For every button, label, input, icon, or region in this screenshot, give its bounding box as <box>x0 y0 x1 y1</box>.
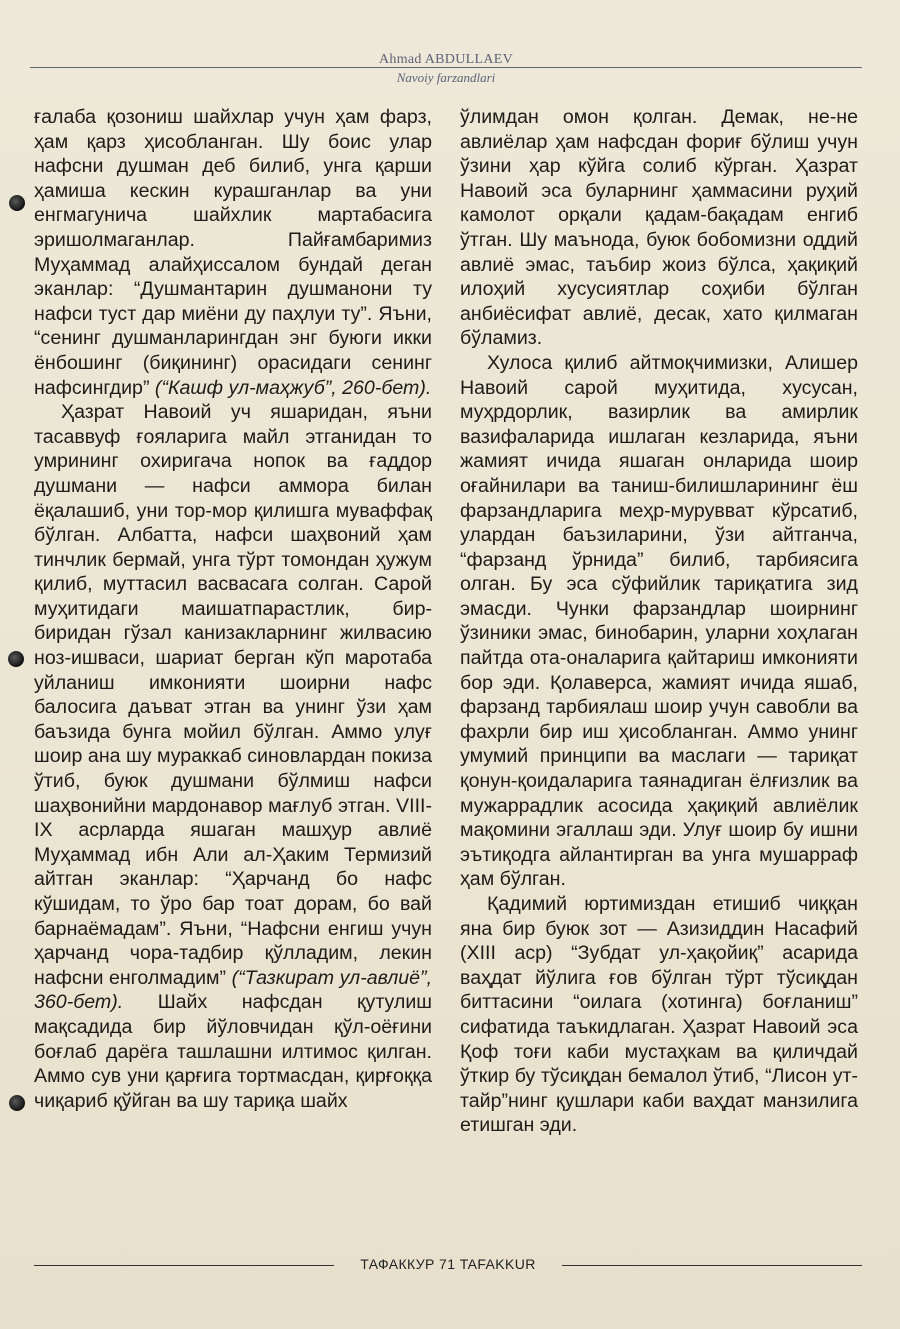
paragraph <box>34 105 432 400</box>
paragraph-text: Шайх нафсдан қутулиш мақсадида бир йўловчидан қўл-оёғини боғлаб дарёга ташлашни илтимос қилган. Аммо сув уни қарғига тортмасдан, қирғоққа чиқариб қўйган ва шу тариқа шайх <box>34 991 433 1112</box>
author-name: Ahmad ABDULLAEV <box>379 52 513 67</box>
paragraph-text: Ҳазрат Навоий уч яшаридан, яъни тасаввуф ғояларига майл этганидан то умрининг охиригача нопок ва ғаддор душмани — нафси аммора билан ёқалашиб, уни тор-мор қилишга муваффақ бўлган. Албатта, нафси шаҳвоний ҳам тинчлик бермай, унга тўрт томондан ҳужум қилиб, муттасил васвасага солган. Сарой муҳитидаги маишатпарастлик, бир-биридан гўзал канизакларнинг жилвасию ноз-ишваси, шариат берган кўп маротаба уйланиш имконияти шоирни нафс балосига даъват этган ва унинг ўзи ҳам баъзида бунга мойил бўлган. Аммо улуғ шоир ана шу мураккаб синовлардан покиза ўтиб, буюк душмани бўлмиш нафси шаҳвонийни мардонавор мағлуб этган. VIII-IX асрларда яшаган машҳур авлиё Муҳаммад ибн Али ал-Ҳаким Термизий айтган эканлар: “Ҳарчанд бо нафс кўшидам, то ўро бар тоат дорам, бо вай барнаёмадам”. Яъни, “Нафсни енгиш учун ҳарчанд чора-тадбир қўлладим, лекин нафсни енголмадим” <box>34 401 432 989</box>
page-header <box>30 48 862 92</box>
paragraph: Хулоса қилиб айтмоқчимизки, Алишер Навоий сарой муҳитида, хусусан, муҳрдорлик, вазирлик ва амирлик вазифаларида ишлаган кезларида, яъни жамият ичида яшаган онларида шоир оғайнилари ва таниш-билишларининг ёш фарзандларига меҳр-мурувват кўрсатиб, улардан баъзиларини, ўзи айтганча, “фарзанд ўрнида” билиб, тарбиясига олган. Бу эса сўфийлик тариқатига зид эмасди. Чунки фарзандлар шоирнинг ўзиники эмас, бинобарин, уларни хоҳлаган пайтда ота-оналарига қайтариш имконияти бор эди. Қолаверса, жамият ичида яшаб, фарзанд тарбиялаш шоир учун савобли ва фахрли бир иш ҳисобланган. Аммо унинг умумий принципи ва маслаги — тариқат қонун-қоидаларига таянадиган ёлғизлик ва мужаррадлик асосида ҳақиқий авлиёлик мақомини эгаллаш эди. Улуғ шоир бу ишни эътиқодга айлантирган ва унга мушарраф ҳам бўлган. <box>460 351 858 891</box>
footer-rule-right <box>562 1265 862 1266</box>
binding-hole <box>9 1095 25 1111</box>
right-column <box>460 105 858 1138</box>
paragraph: ўлимдан омон қолган. Демак, не-не авлиёлар ҳам нафсдан фориғ бўлиш учун ўзини ҳар кўйга солиб кўрган. Ҳазрат Навоий эса буларнинг ҳаммасини руҳий камолот орқали қадам-бақадам енгиб ўтган. Шу маънода, буюк бобомизни оддий авлиё эмас, таъбир жоиз бўлса, ҳақиқий илоҳий хусусиятлар соҳиби бўлган анбиёсифат авлиё, десак, хато қилмаган бўламиз. <box>460 106 858 350</box>
paragraph-text: ғалаба қозониш шайхлар учун ҳам фарз, ҳам қарз ҳисобланган. Шу боис улар нафсни душман деб билиб, унга қарши ҳамиша кескин курашганлар ва уни енгмагунича шайхлик мартабасига эришолмаганлар. Пайғамбаримиз Муҳаммад алайҳиссалом бундай деган эканлар: “Душмантарин душманони ту нафси туст дар миёни ду паҳлуи ту”. Яъни, “сенинг душманларингдан энг буюги икки ёнбошинг (биқининг) орасидаги сенинг нафсингдир” <box>34 106 432 399</box>
citation: (“Кашф ул-маҳжуб”, 260-бет). <box>154 376 432 399</box>
paragraph: Қадимий юртимиздан етишиб чиққан яна бир буюк зот — Азизиддин Насафий (XIII аср) “Зубдат ул-ҳақойиқ” асарида ваҳдат йўлига ғов бўлган тўрт тўсиқдан биттасини “оилага (хотинга) боғланиш” сифатида таъкидлаган. Ҳазрат Навоий эса Қоф тоғи каби мустаҳкам ва қиличдай ўткир бу тўсиқдан бемалол ўтиб, “Лисон ут-тайр”нинг қушлари каби ваҳдат манзилига етишган эди. <box>460 893 858 1137</box>
header-rule <box>30 67 862 68</box>
binding-hole <box>9 195 25 211</box>
binding-hole <box>8 651 24 667</box>
left-column <box>34 105 432 1113</box>
paragraph <box>34 400 432 1113</box>
page-footer <box>34 1258 862 1272</box>
page-number-label: ТАФАККУР 71 TAFAKKUR <box>360 1256 536 1272</box>
citation: (“Тазкират ул-авлиё”, 360-бет). <box>34 966 433 1014</box>
running-title: Navoiy farzandlari <box>396 70 496 85</box>
